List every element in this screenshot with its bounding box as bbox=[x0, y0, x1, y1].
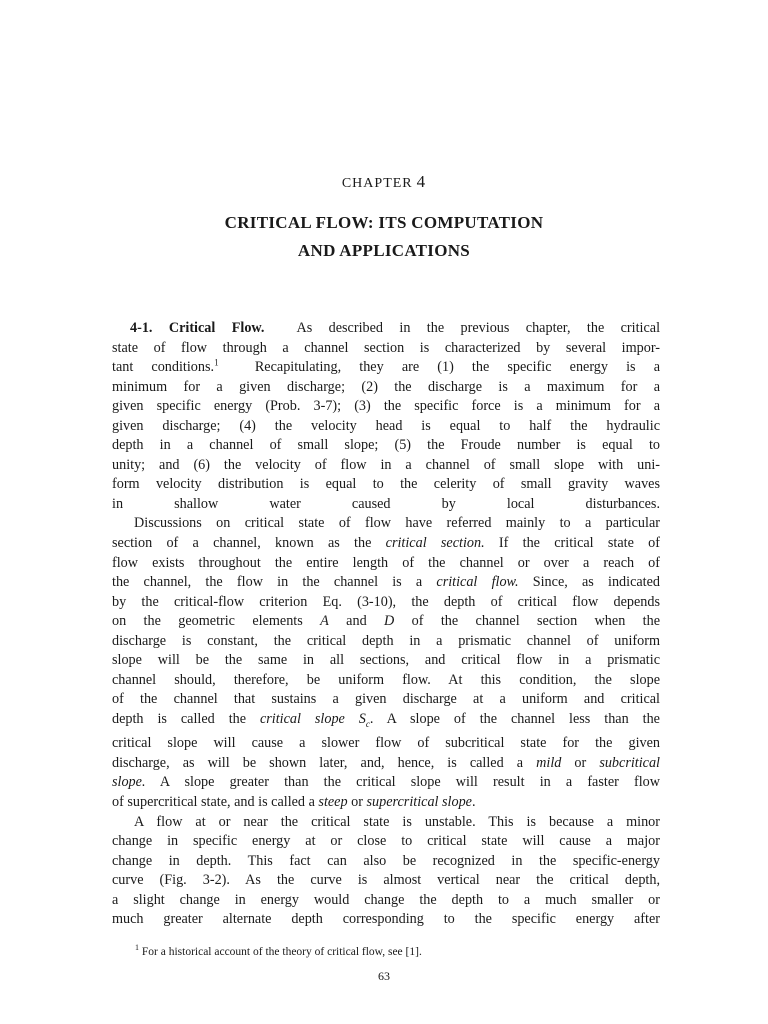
paragraph-line: in shallow water caused by local disturbances. bbox=[112, 495, 660, 512]
paragraph-line: the channel, the flow in the channel is a critical flow. Since, as indicated bbox=[112, 574, 661, 591]
chapter-title-line-1: CRITICAL FLOW: ITS COMPUTATION bbox=[224, 213, 544, 232]
paragraph-line: section of a channel, known as the critical section. If the critical state of bbox=[112, 535, 660, 552]
footnote-marker: 1 bbox=[135, 943, 139, 953]
page-number: 63 bbox=[378, 969, 390, 983]
paragraph-line: critical slope will cause a slower flow of subcritical state for the given bbox=[112, 735, 660, 752]
chapter-word: CHAPTER bbox=[341, 176, 413, 191]
footnote bbox=[135, 943, 422, 958]
footnote-ref: 1 bbox=[214, 357, 219, 368]
paragraph-line: depth in a channel of small slope; (5) the Froude number is equal to bbox=[112, 437, 660, 454]
paragraph-line: minimum for a given discharge; (2) the discharge is a maximum for a bbox=[112, 378, 660, 395]
section-heading: 4-1. Critical Flow. bbox=[130, 320, 265, 336]
paragraph-line: unity; and (6) the velocity of flow in a channel of small slope with uni- bbox=[112, 456, 660, 473]
paragraph-line: discharge, as will be shown later, and, hence, is called a mild or subcritical bbox=[112, 754, 660, 771]
paragraph-line: given specific energy (Prob. 3-7); (3) the specific force is a minimum for a bbox=[112, 398, 660, 415]
paragraph-line: change in specific energy at or close to critical state will cause a major bbox=[112, 833, 660, 850]
paragraph-line: form velocity distribution is equal to the celerity of small gravity waves bbox=[112, 476, 660, 493]
chapter-title bbox=[0, 209, 768, 265]
paragraph-line: Discussions on critical state of flow have referred mainly to a particular bbox=[134, 515, 660, 532]
paragraph-line: tant conditions.$^1$ Recapitulating, they are (1) the specific energy is a bbox=[112, 357, 661, 376]
chapter-number: 4 bbox=[416, 172, 427, 191]
paragraph-line: much greater alternate depth corresponding to the specific energy after bbox=[112, 911, 660, 928]
paragraph-line: of supercritical state, and is called a steep or supercritical slope. bbox=[112, 793, 476, 810]
chapter-label bbox=[0, 172, 768, 192]
paragraph-line: given discharge; (4) the velocity head is equal to half the hydraulic bbox=[112, 417, 660, 434]
body-text bbox=[112, 319, 660, 930]
paragraph-line: state of flow through a channel section is characterized by several impor- bbox=[112, 339, 660, 356]
paragraph-line: A flow at or near the critical state is unstable. This is because a minor bbox=[134, 813, 660, 830]
paragraph-line: slope. A slope greater than the critical slope will result in a faster flow bbox=[112, 774, 660, 791]
footnote-text: For a historical account of the theory of critical flow, see [1]. bbox=[139, 946, 422, 958]
paragraph-line: 4-1. Critical Flow. As described in the previous chapter, the critical bbox=[130, 320, 661, 336]
paragraph-line: depth is called the critical slope $S_c$. A slope of the channel less than the bbox=[112, 710, 660, 729]
paragraph-line: slope will be the same in all sections, and critical flow in a prismatic bbox=[112, 652, 660, 669]
paragraph-line: flow exists throughout the entire length of the channel or over a reach of bbox=[112, 554, 660, 571]
paragraph-line: a slight change in energy would change the depth to a much smaller or bbox=[112, 891, 660, 908]
paragraph-line: channel should, therefore, be uniform flow. At this condition, the slope bbox=[112, 671, 660, 688]
paragraph-line: change in depth. This fact can also be recognized in the specific-energy bbox=[112, 852, 660, 869]
paragraph-line: of the channel that sustains a given discharge at a uniform and critical bbox=[112, 691, 660, 708]
paragraph-line: discharge is constant, the critical depth in a prismatic channel of uniform bbox=[112, 632, 660, 649]
paragraph-line: by the critical-flow criterion Eq. (3-10), the depth of critical flow depends bbox=[112, 593, 660, 610]
paragraph-line: curve (Fig. 3-2). As the curve is almost vertical near the critical depth, bbox=[112, 872, 660, 889]
paragraph-line: on the geometric elements A and D of the channel section when the bbox=[112, 613, 660, 630]
chapter-title-line-2: AND APPLICATIONS bbox=[297, 241, 471, 260]
